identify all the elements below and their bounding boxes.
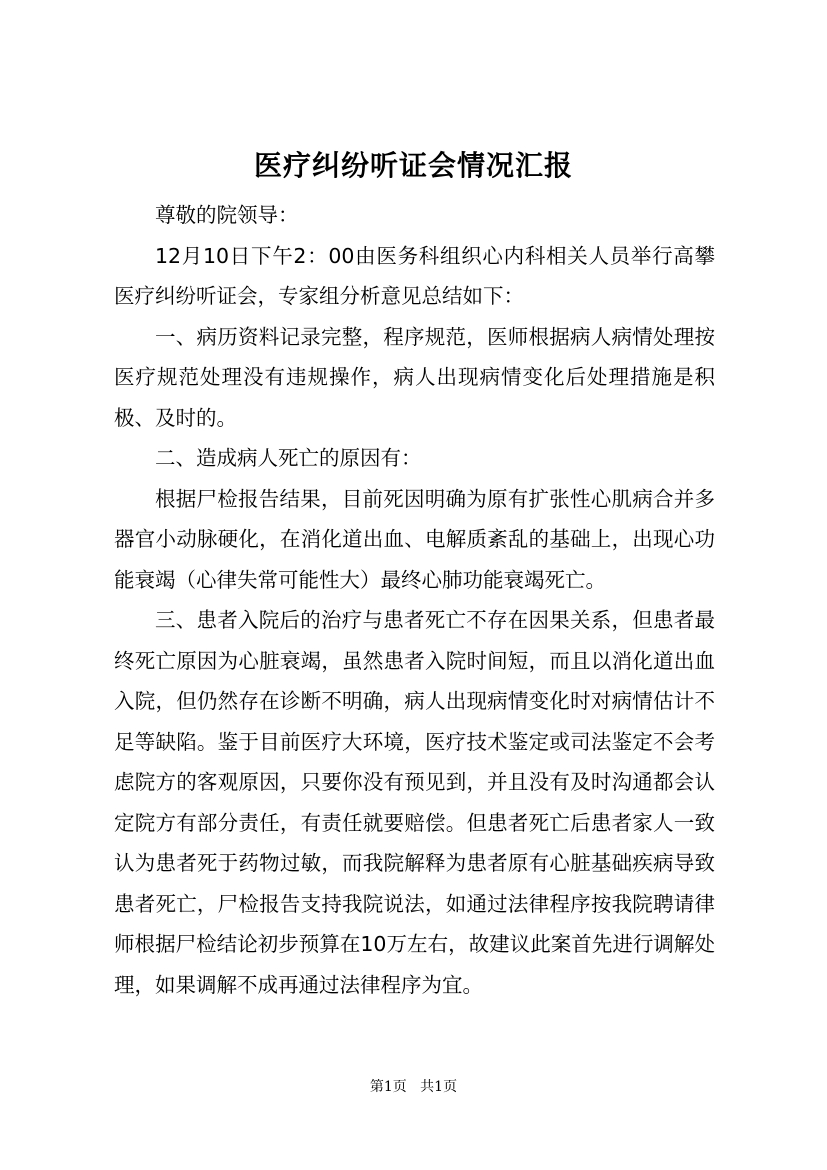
page-footer: [0, 1077, 827, 1097]
paragraph-cause-of-death: 根据尸检报告结果，目前死因明确为原有扩张性心肌病合并多器官小动脉硬化，在消化道出血、电解质紊乱的基础上，出现心功能衰竭（心律失常可能性大）最终心肺功能衰竭死亡。: [114, 486, 715, 592]
salutation: 尊敬的院领导：: [155, 203, 299, 227]
document-title: 医疗纠纷听证会情况汇报: [253, 149, 573, 182]
paragraph-point-three: 三、患者入院后的治疗与患者死亡不存在因果关系，但患者最终死亡原因为心脏衰竭，虽然患者入院时间短，而且以消化道出血入院，但仍然存在诊断不明确，病人出现病情变化时对病情估计不足等缺陷。鉴于目前医疗大环境，医疗技术鉴定或司法鉴定不会考虑院方的客观原因，只要你没有预见到，并且没有及时沟通都会认定院方有部分责任，有责任就要赔偿。但患者死亡后患者家人一致认为患者死于药物过敏，而我院解释为患者原有心脏基础疾病导致患者死亡，尸检报告支持我院说法，如通过法律程序按我院聘请律师根据尸检结论初步预算在10万左右，故建议此案首先进行调解处理，如果调解不成再通过法律程序为宜。: [114, 608, 715, 997]
paragraph-intro: 12月10日下午2：00由医务科组织心内科相关人员举行高攀医疗纠纷听证会，专家组分析意见总结如下：: [114, 243, 715, 308]
document-body: [114, 195, 715, 1005]
page-number: 第1页: [369, 1079, 407, 1095]
paragraph-point-two-heading: 二、造成病人死亡的原因有：: [155, 446, 422, 470]
paragraph-point-one: 一、病历资料记录完整，程序规范，医师根据病人病情处理按医疗规范处理没有违规操作，病人出现病情变化后处理措施是积极、及时的。: [114, 324, 715, 430]
page-total: 共1页: [420, 1079, 458, 1095]
